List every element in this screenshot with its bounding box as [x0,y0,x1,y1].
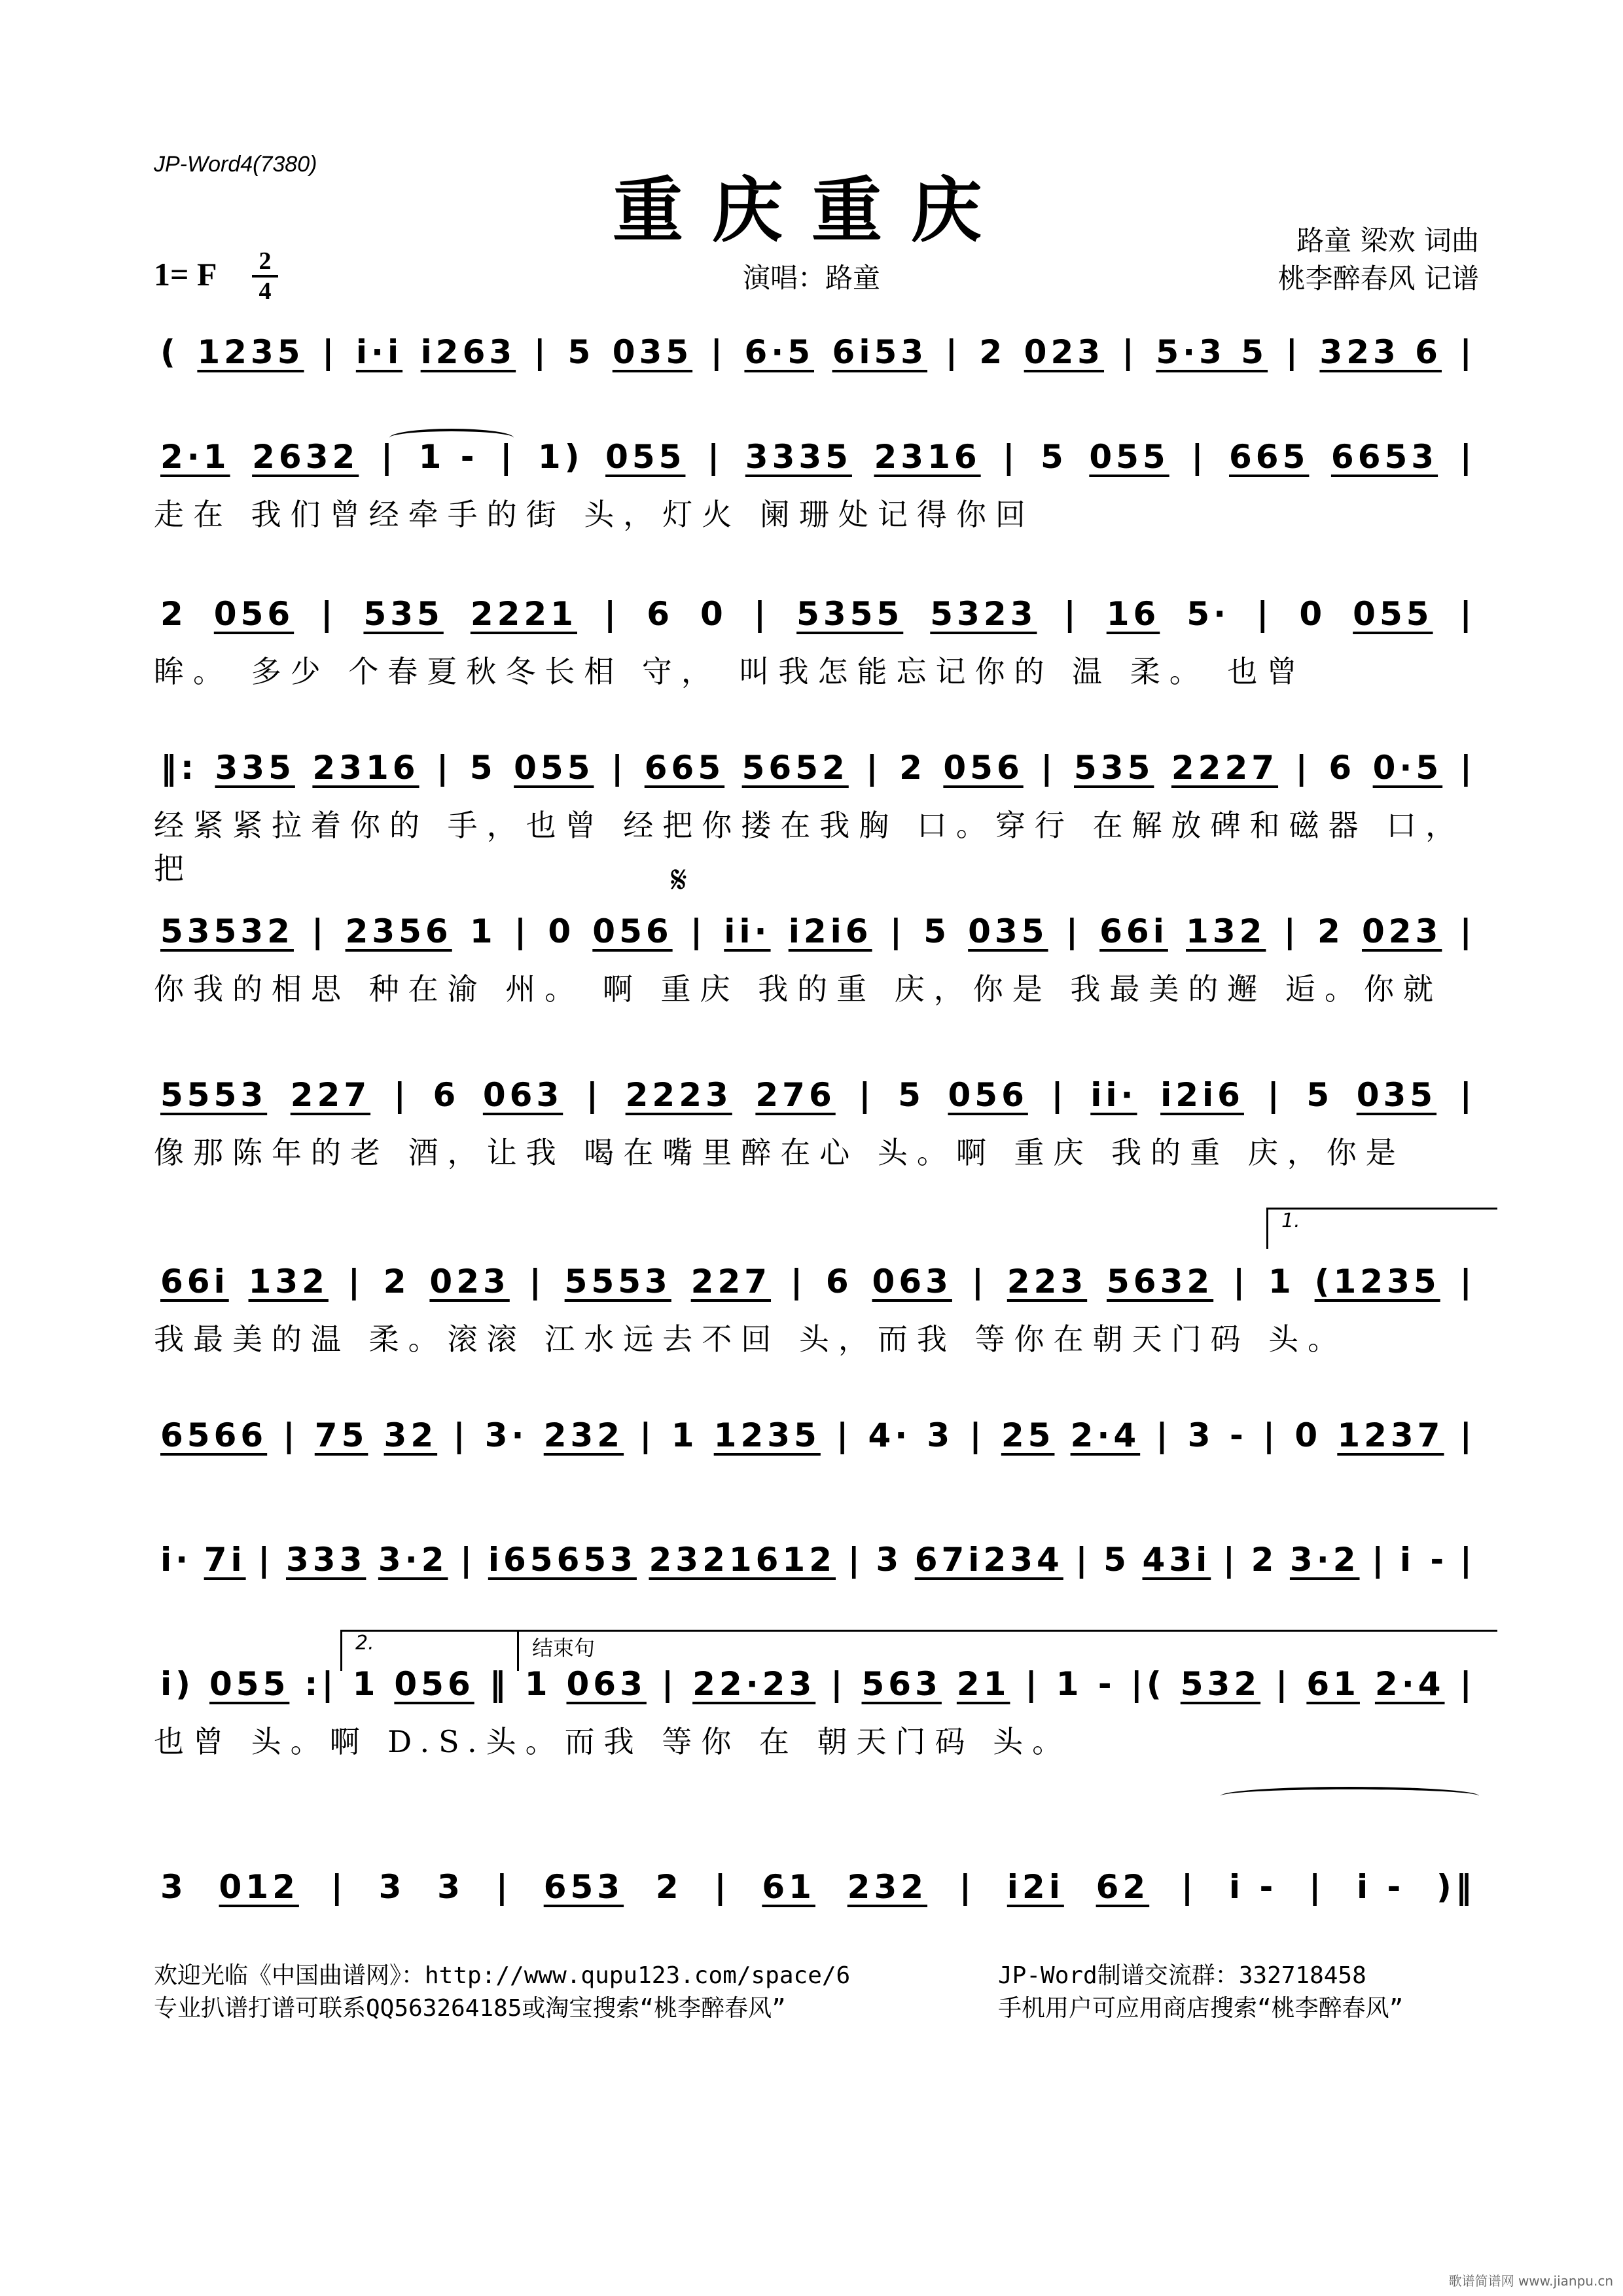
note-group: 063 [566,1665,647,1703]
staff-notes [160,1416,1476,1454]
note-group: 2 [655,1868,683,1906]
barline: | [836,1416,853,1454]
note-group: ii· [1090,1076,1137,1114]
note-group: ii· [724,912,771,950]
barline: |( [1130,1665,1166,1703]
barline: | [460,1541,476,1579]
note-group: 3 [378,1868,406,1906]
staff-row [154,1859,1482,1931]
note-group: i· [160,1541,192,1579]
note-group: 2632 [252,438,359,476]
note-group: 0 [1299,595,1327,633]
note-group: 2223 [625,1076,732,1114]
note-group: 1 [352,1665,380,1703]
note-group: 1 [671,1416,698,1454]
lyric-line: 你我的相思 种在渝 州。 啊 重庆 我的重 庆，你是 我最美的邂 逅。你就 [154,971,1442,1007]
note-group: 6·5 [744,333,815,371]
barline: :| [304,1665,338,1703]
note-group: 2321612 [649,1541,836,1579]
barline: | [1308,1868,1325,1906]
lyric-line: 经紧紧拉着你的 手，也曾 经把你搂在我胸 口。穿行 在解放碑和磁器 口，把 [154,808,1465,886]
slur-tie [389,429,514,447]
staff-row [154,429,1482,501]
barline: | [866,749,882,787]
note-group: 67i234 [914,1541,1063,1579]
key-signature: 1= F [154,256,217,293]
barline: | [1075,1541,1092,1579]
segno-icon: 𝄋 [671,857,687,902]
note-group: 61 [762,1868,815,1906]
transcriber-credit: 桃李醉春风 记谱 [1277,262,1479,295]
note-group: 056 [394,1665,474,1703]
staff-notes [160,1868,1476,1906]
barline: | [1285,333,1302,371]
barline: | [714,1868,730,1906]
note-group: 055 [514,749,594,787]
note-group: 25 [1001,1416,1055,1454]
note-group: 035 [612,333,693,371]
barline: ( [160,333,179,371]
note-group: 1 [1268,1263,1295,1300]
volta-1-label: 1. [1281,1210,1300,1232]
note-group: 2·1 [160,438,230,476]
barline: | [500,438,516,476]
note-group: 132 [1186,912,1266,950]
note-group: 2 [979,333,1007,371]
note-group: 22·23 [692,1665,816,1703]
barline: | [1295,749,1311,787]
staff-notes [160,438,1476,476]
meter-bottom: 4 [259,278,272,305]
note-group: 333 [285,1541,366,1579]
singer-credit: 演唱：路童 [742,262,880,294]
staff-notes [160,1076,1476,1114]
note-group: 3·2 [378,1541,448,1579]
note-group: 2316 [312,749,419,787]
slur-tie [1221,1787,1479,1805]
note-group: 5553 [564,1263,671,1300]
barline: | [859,1076,875,1114]
note-group: 2·4 [1070,1416,1141,1454]
note-group: 035 [1356,1076,1437,1114]
note-group: i263 [420,333,516,371]
staff-notes [160,1263,1476,1300]
note-group: 232 [847,1868,928,1906]
coda-label: 结束句 [532,1636,596,1660]
note-group: 6 [647,595,674,633]
note-group: 055 [1089,438,1169,476]
staff-row [154,586,1482,658]
barline: | [971,1263,988,1300]
note-group: (1235 [1314,1263,1440,1300]
note-group: 6 [433,1076,460,1114]
barline: | [1459,749,1476,787]
note-group: 5· [1186,595,1230,633]
note-group: 62 [1096,1868,1150,1906]
footer-group-line: JP-Word制谱交流群：332718458 [998,1962,1366,1989]
note-group: 056 [948,1076,1028,1114]
staff-row [154,1407,1482,1479]
note-group: 6 [1329,749,1356,787]
note-group: 023 [429,1263,510,1300]
barline: | [514,912,531,950]
note-group: 5355 [796,595,904,633]
note-group: 66i [1099,912,1168,950]
barline: | [1232,1263,1249,1300]
note-group: 665 [644,749,725,787]
barline: | [1459,1541,1476,1579]
note-group: 16 [1106,595,1160,633]
barline: | [393,1076,410,1114]
meter-top: 2 [259,247,272,275]
note-group: 2 [899,749,926,787]
note-group: 5 [1103,1541,1130,1579]
note-group: i - [1228,1868,1277,1906]
barline: | [1025,1665,1041,1703]
note-group: 0 [548,912,575,950]
barline: | [661,1665,678,1703]
barline: | [380,438,397,476]
barline: | [1459,438,1476,476]
note-group: 132 [248,1263,329,1300]
barline: | [533,333,550,371]
staff-notes [160,595,1476,633]
note-group: 3·2 [1289,1541,1360,1579]
note-group: 3· [484,1416,528,1454]
barline: | [1459,595,1476,633]
barline: | [1459,1076,1476,1114]
barline: | [1459,1263,1476,1300]
note-group: 5 [898,1076,925,1114]
barline: | [1459,912,1476,950]
barline: | [1372,1541,1388,1579]
note-group: 1235 [713,1416,821,1454]
note-group: 21 [956,1665,1010,1703]
barline: | [639,1416,656,1454]
note-group: 5 [1306,1076,1334,1114]
barline: | [1063,595,1080,633]
barline: | [1156,1416,1172,1454]
lyric-line: 眸。 多少 个春夏秋冬长相 守， 叫我怎能忘记你的 温 柔。 也曾 [154,654,1306,689]
staff-notes [160,912,1476,950]
volta-first-ending [1266,1208,1497,1249]
barline: | [437,749,453,787]
note-group: 0·5 [1372,749,1443,787]
note-group: 5 [923,912,950,950]
lyrics-credit: 路童 梁欢 词曲 [1296,224,1479,257]
barline: | [586,1076,603,1114]
note-group: 055 [605,438,686,476]
note-group: 335 [215,749,295,787]
barline: | [603,595,620,633]
note-group: 1 [524,1665,552,1703]
barline: | [453,1416,469,1454]
note-group: 43i [1142,1541,1211,1579]
note-group: 223 [1007,1263,1088,1300]
note-group: i - [1356,1868,1405,1906]
note-group: 653 [543,1868,624,1906]
barline: | [1122,333,1138,371]
volta-second-ending [340,1630,526,1671]
note-group: 5652 [741,749,849,787]
note-group: 2·4 [1374,1665,1445,1703]
note-group: 53532 [160,912,294,950]
note-group: i2i6 [1160,1076,1244,1114]
note-group: 056 [943,749,1024,787]
lyric-line: 走在 我们曾经牵手的街 头，灯火 阑珊处记得你回 [154,497,1035,532]
note-group: 5553 [160,1076,268,1114]
barline: | [312,912,328,950]
barline: | [1459,1665,1476,1703]
barline: | [321,595,337,633]
staff-row [154,1067,1482,1139]
note-group: 323 6 [1319,333,1442,371]
barline: | [753,595,770,633]
barline: | [258,1541,274,1579]
lyric-line: 像那陈年的老 酒，让我 喝在嘴里醉在心 头。啊 重庆 我的重 庆，你是 [154,1135,1405,1170]
note-group: 1 [469,912,497,950]
volta-2-label: 2. [355,1632,374,1655]
note-group: 012 [219,1868,299,1906]
barline: ‖ [489,1665,510,1703]
barline: )‖ [1436,1868,1476,1906]
source-tag: JP-Word4(7380) [154,152,317,177]
note-group: 063 [872,1263,952,1300]
note-group: 3335 [745,438,852,476]
note-group: 5 [1040,438,1067,476]
note-group: 063 [482,1076,563,1114]
barline: | [1051,1076,1067,1114]
barline: | [889,912,906,950]
barline: | [1222,1541,1240,1579]
barline: | [1275,1665,1292,1703]
barline: | [330,1868,347,1906]
barline: | [710,333,726,371]
note-group: 1237 [1337,1416,1444,1454]
note-group: 2 [160,595,187,633]
barline: | [1041,749,1057,787]
note-group: 5632 [1106,1263,1214,1300]
note-group: 1 - [1056,1665,1116,1703]
note-group: 3 [160,1868,187,1906]
footer-contact-line: 专业扒谱打谱可联系QQ563264185或淘宝搜索“桃李醉春风” [154,1995,786,2022]
barline: | [1459,1416,1476,1454]
barline: | [1283,912,1300,950]
coda-section [517,1630,1497,1671]
note-group: 055 [209,1665,290,1703]
barline: | [1267,1076,1283,1114]
staff-row [154,1253,1482,1325]
barline: | [847,1541,864,1579]
lyric-line: 也曾 头。啊 D.S.头。而我 等你 在 朝天门码 头。 [154,1724,1072,1759]
staff-row [154,740,1482,812]
note-group: 023 [1024,333,1105,371]
staff-notes [160,1541,1476,1579]
note-group: 3 [437,1868,464,1906]
note-group: i2i [1007,1868,1064,1906]
note-group: 5323 [930,595,1037,633]
barline: | [945,333,961,371]
barline: ‖: [160,749,198,787]
note-group: 1235 [197,333,304,371]
barline: | [959,1868,976,1906]
note-group: 276 [755,1076,836,1114]
note-group: 5·3 5 [1156,333,1268,371]
note-group: 023 [1361,912,1442,950]
barline: | [1065,912,1082,950]
note-group: 2 [383,1263,410,1300]
note-group: 1 - [418,438,478,476]
barline: | [1257,595,1273,633]
note-group: 056 [213,595,294,633]
note-group: 2227 [1171,749,1279,787]
barline: | [322,333,338,371]
barline: | [1262,1416,1279,1454]
note-group: 4· [868,1416,912,1454]
note-group: 2 [1317,912,1344,950]
barline: | [611,749,628,787]
barline: | [707,438,724,476]
note-group: 563 [861,1665,942,1703]
note-group: 2 [1251,1541,1278,1579]
barline: | [1003,438,1019,476]
note-group: 0 [1294,1416,1322,1454]
note-group: 532 [1180,1665,1261,1703]
note-group: 2221 [470,595,577,633]
staff-row [154,1532,1482,1604]
note-group: 32 [383,1416,438,1454]
note-group: 6566 [160,1416,268,1454]
watermark: 歌谱简谱网 www.jianpu.cn [1448,2273,1613,2289]
note-group: 056 [592,912,673,950]
note-group: 3 [876,1541,903,1579]
note-group: i - [1399,1541,1448,1579]
note-group: 61 [1306,1665,1360,1703]
note-group: 6i53 [832,333,928,371]
barline: | [1459,333,1476,371]
barline: | [1181,1868,1198,1906]
footer-site-line: 欢迎光临《中国曲谱网》：http://www.qupu123.com/space/6 [154,1962,851,1989]
note-group: 3 - [1187,1416,1247,1454]
barline: | [529,1263,545,1300]
barline: | [495,1868,512,1906]
note-group: 035 [968,912,1048,950]
note-group: 75 [314,1416,368,1454]
note-group: 535 [1074,749,1154,787]
barline: | [969,1416,986,1454]
song-title: 重庆重庆 [612,170,1010,252]
note-group: i) [160,1665,194,1703]
note-group: 5 [567,333,595,371]
note-group: 66i [160,1263,229,1300]
lyric-line: 我最美的温 柔。滚滚 江水远去不回 头，而我 等你在朝天门码 头。 [154,1321,1347,1357]
note-group: 665 [1229,438,1310,476]
barline: | [830,1665,847,1703]
note-group: 6 [825,1263,853,1300]
note-group: 0 [700,595,727,633]
note-group: i65653 [488,1541,637,1579]
note-group: i·i [355,333,403,371]
staff-notes [160,333,1476,371]
barline: | [348,1263,364,1300]
note-group: 227 [690,1263,772,1300]
note-group: 2316 [874,438,981,476]
note-group: 227 [290,1076,371,1114]
note-group: 232 [543,1416,624,1454]
note-group: 055 [1353,595,1433,633]
barline: | [790,1263,807,1300]
staff-row [154,903,1482,975]
note-group: 2356 [345,912,452,950]
note-group: 3 [927,1416,954,1454]
note-group: 7i [204,1541,246,1579]
staff-row [154,324,1482,396]
staff-notes [160,749,1476,787]
note-group: 535 [363,595,444,633]
barline: | [690,912,707,950]
note-group: 5 [469,749,497,787]
footer-app-line: 手机用户可应用商店搜索“桃李醉春风” [998,1995,1404,2022]
note-group: 6653 [1330,438,1438,476]
note-group: 1) [537,438,584,476]
barline: | [283,1416,299,1454]
barline: | [1191,438,1207,476]
note-group: i2i6 [788,912,872,950]
